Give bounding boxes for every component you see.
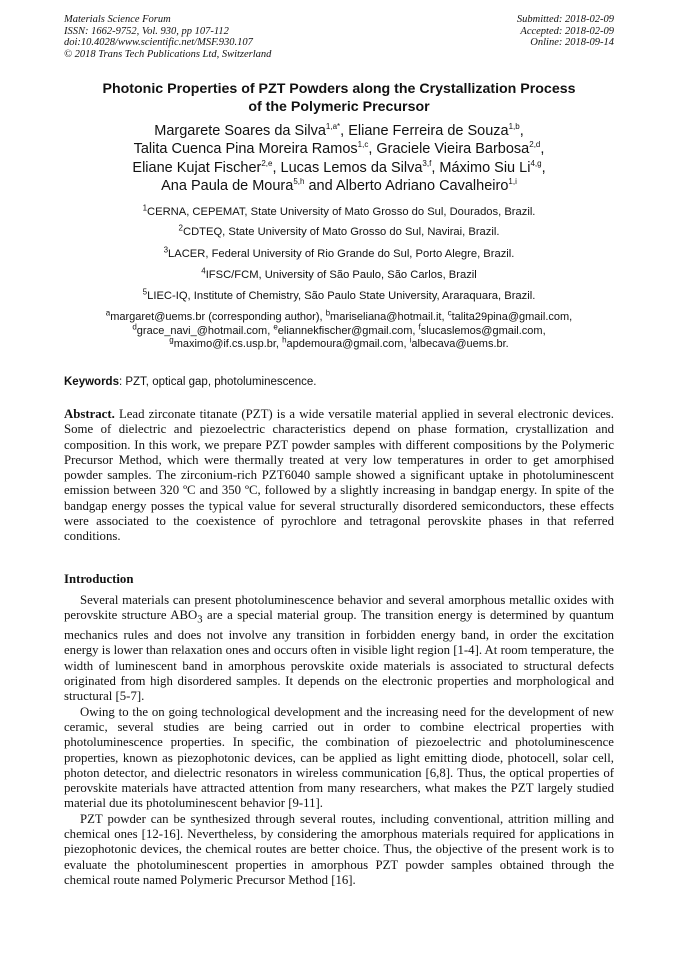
intro-paragraph-1: [64, 593, 614, 705]
email-link[interactable]: apdemoura@gmail.com,: [286, 338, 410, 351]
email-sup: g: [169, 335, 174, 345]
author-sep: and: [304, 177, 336, 194]
affiliation-num: 5: [142, 287, 148, 297]
author-name: Graciele Vieira Barbosa: [376, 141, 530, 158]
email-link[interactable]: eliannekfischer@gmail.com,: [277, 324, 419, 337]
author-sup: 2,e: [261, 158, 273, 168]
affiliation-3: [40, 245, 638, 261]
affiliation-4: [40, 266, 638, 282]
email-sup: d: [132, 321, 137, 331]
email-link[interactable]: maximo@if.cs.usp.br,: [173, 338, 283, 351]
email-link[interactable]: mariseliana@hotmail.it,: [330, 311, 448, 323]
affiliation-1: [40, 203, 638, 219]
journal-header-left: [64, 14, 271, 60]
intro-p1-text-a: Several materials can present photoluminescence behavior and several amorphous metallic oxides with perovskite structure ABO: [64, 593, 614, 623]
affiliation-text: LACER, Federal University of Rio Grande do Sul, Porto Alegre, Brazil.: [168, 248, 515, 260]
author-sup: 1,a*: [325, 122, 341, 132]
email-link[interactable]: talita29pina@gmail.com,: [451, 311, 573, 323]
author-name: Lucas Lemos da Silva: [280, 159, 423, 176]
issn: ISSN: 1662-9752, Vol. 930, pp 107-112: [64, 25, 229, 37]
affiliation-2: [40, 223, 638, 239]
author-sup: 4,g: [530, 158, 542, 168]
title-line-1: Photonic Properties of PZT Powders along the Crystallization Process: [102, 81, 576, 97]
affiliation-text: LIEC-IQ, Institute of Chemistry, São Paulo State University, Araraquara, Brazil.: [147, 290, 536, 302]
affiliation-text: CDTEQ, State University of Mato Grosso do Sul, Navirai, Brazil.: [182, 226, 500, 238]
email-sup: i: [409, 335, 412, 345]
journal-name: Materials Science Forum: [64, 14, 171, 25]
author-name: Eliane Kujat Fischer: [132, 159, 262, 176]
email-sup: h: [282, 335, 287, 345]
email-sup: b: [325, 308, 331, 318]
affiliation-num: 4: [201, 266, 206, 276]
author-sup: 3,f: [422, 158, 432, 168]
affiliation-num: 2: [178, 223, 183, 233]
author-name: Margarete Soares da Silva: [154, 123, 326, 139]
intro-paragraph-3: PZT powder can be synthesized through several routes, including conventional, attrition milling and chemical ones [12-16]. Nevertheless, by considering the amorphous materials required for applications in piezophotonic devices, the chemical routes are better choice. Thus, the objective of the present work is to evaluate the photoluminescent properties in amorphous PZT powder samples obtained through the chemical route named Polymeric Precursor Method [16].: [64, 811, 614, 887]
author-name: Alberto Adriano Cavalheiro: [335, 177, 509, 194]
abstract-text: Lead zirconate titanate (PZT) is a wide versatile material applied in several electronic devices. Some of dielectric and piezoelectric characteristics depend on phase formation, crystallization and composition. In this work, we prepare PZT powder samples with different compositions by the Polymeric Precursor Method, which were thermally treated at very low temperatures in order to get amorphised powder samples. The zirconium-rich PZT6040 sample showed a significant uptake in photoluminescent emission between 320 ºC and 350 ºC, followed by a slightly increasing in bandgap energy. In spite of the bandgap energy posses the typical value for several structurally disordered semiconductors, these effects were associated to the coexistence of pyrochlore and tetragonal perovskite phases in that referred conditions.: [64, 407, 614, 544]
keywords-text: : PZT, optical gap, photoluminescence.: [118, 376, 317, 388]
paper-title: [40, 80, 638, 116]
author-sep: ,: [541, 159, 546, 176]
author-sup: 5,h: [293, 177, 305, 187]
affiliation-num: 1: [142, 203, 148, 213]
intro-paragraph-2: Owing to the on going technological development and the increasing need for the development of new ceramic, several studies are being carried out in order to combine electrical properties with photoluminescence properties. In specific, the combination of piezoelectric and photoluminescence properties, known as piezophotonic devices, can be applied as light emitting diode, photocell, solar cell, photon detector, and dielectric resonators in wireless communication [6,8]. Thus, the optical properties of perovskite materials have attracted attention from many researchers, what makes the PZT largely studied material due its photoluminescent behavior [9-11].: [64, 704, 614, 811]
journal-header-right: [517, 14, 614, 49]
author-sep: ,: [368, 141, 377, 158]
author-sup: 1,c: [357, 140, 369, 150]
author-name: Máximo Siu Li: [439, 159, 531, 176]
affiliation-text: IFSC/FCM, University of São Paulo, São Carlos, Brazil: [205, 269, 477, 281]
doi[interactable]: doi:10.4028/www.scientific.net/MSF.930.107: [64, 37, 253, 48]
affiliation-5: [40, 287, 638, 303]
author-list: [40, 122, 638, 195]
introduction-body: [64, 593, 614, 888]
intro-p1-text-b: are a special material group. The transition energy is determined by quantum mechanics rules and does not involve any transition in forbidden energy band, in order the excitation energy is lower than relaxation ones and occurs often in visible light region [1-4]. At room temperature, the width of luminescent band in amorphous perovskite oxide materials is associated to structural defects originated from high disordered samples. It depends on the electronic properties and morphological and structural [5-7].: [64, 608, 614, 704]
email-list: [40, 308, 638, 352]
affiliation-num: 3: [163, 245, 169, 255]
email-link[interactable]: grace_navi_@hotmail.com,: [136, 324, 274, 337]
affiliation-text: CERNA, CEPEMAT, State University of Mato Grosso do Sul, Dourados, Brazil.: [147, 206, 536, 218]
online-date: Online: 2018-09-14: [530, 37, 614, 48]
title-line-2: of the Polymeric Precursor: [248, 99, 430, 115]
keywords-label: Keywords: [64, 376, 119, 388]
email-link[interactable]: slucaslemos@gmail.com,: [420, 324, 546, 337]
email-sup: c: [447, 308, 452, 318]
intro-p1-sub: 3: [197, 614, 203, 626]
introduction-heading: Introduction: [64, 572, 134, 586]
author-name: Eliane Ferreira de Souza: [348, 123, 509, 139]
author-sep: ,: [431, 159, 440, 176]
author-sep: ,: [519, 123, 524, 139]
author-name: Talita Cuenca Pina Moreira Ramos: [133, 141, 358, 158]
author-name: Ana Paula de Moura: [161, 177, 294, 194]
author-sup: 1,i: [508, 177, 517, 187]
accepted-date: Accepted: 2018-02-09: [520, 25, 614, 37]
email-sup: f: [418, 321, 421, 331]
author-sep: ,: [540, 141, 545, 158]
abstract: [64, 407, 614, 545]
author-sep: ,: [340, 123, 349, 139]
submitted-date: Submitted: 2018-02-09: [516, 14, 614, 25]
author-sup: 1,b: [508, 122, 520, 132]
email-sup: e: [273, 321, 278, 331]
abstract-label: Abstract.: [64, 407, 115, 421]
author-sep: ,: [272, 159, 281, 176]
email-sup: a: [105, 308, 111, 318]
email-link[interactable]: margaret@uems.br (corresponding author),: [110, 311, 326, 323]
email-link[interactable]: albecava@uems.br.: [411, 338, 509, 351]
author-sup: 2,d: [529, 140, 541, 150]
copyright: © 2018 Trans Tech Publications Ltd, Switzerland: [64, 48, 272, 60]
keywords: [64, 375, 614, 389]
